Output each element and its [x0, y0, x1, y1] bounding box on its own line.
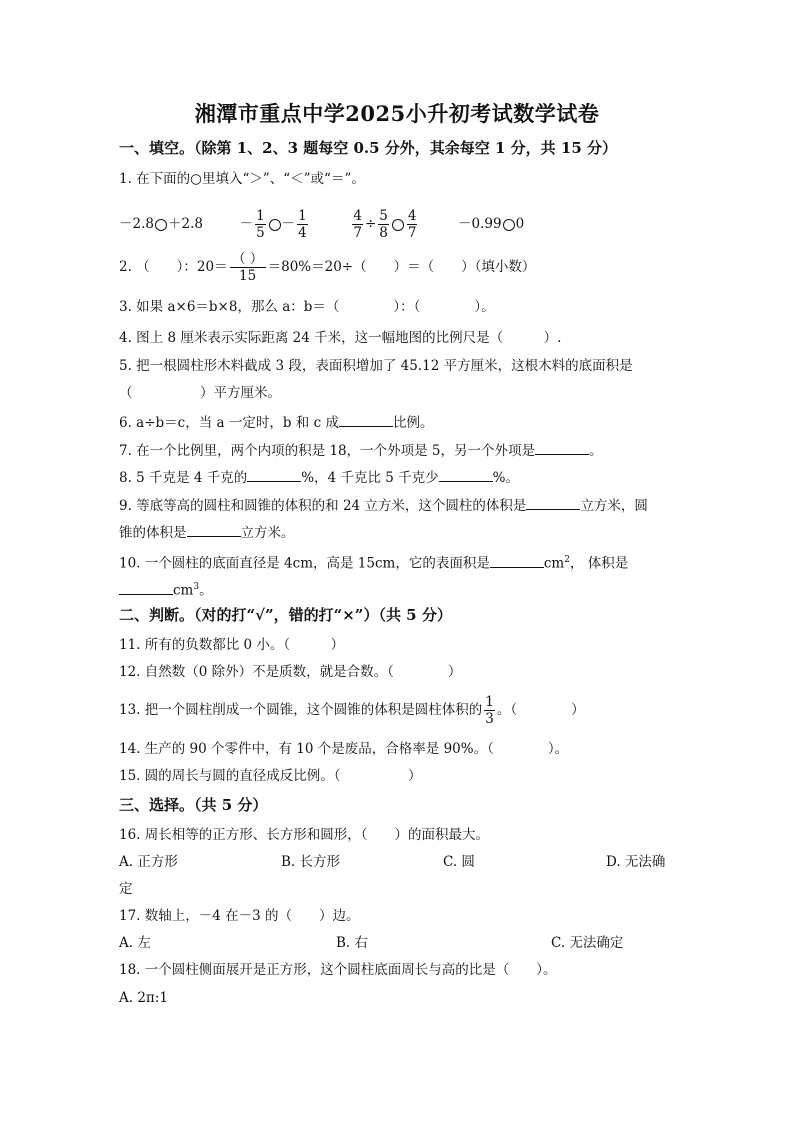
fraction: $\frac{1}{5}$ — [256, 208, 265, 241]
fraction: $\frac{1}{3}$ — [485, 694, 494, 727]
question-1-items — [119, 204, 524, 244]
fraction: $\frac{( )}{15}$ — [230, 251, 266, 284]
option-a[interactable]: A. 正方形 — [119, 854, 178, 870]
question-11: 11. 所有的负数都比 0 小。（ ） — [119, 637, 345, 653]
option-a[interactable]: A. 左 — [119, 935, 151, 951]
q1d-right: 0 — [515, 216, 525, 232]
question-3: 3. 如果 a×6＝b×8，那么 a：b＝（ ）：（ ）。 — [119, 299, 495, 315]
q13-suffix: 。（ ） — [496, 702, 585, 718]
question-10-line2 — [119, 578, 213, 600]
q2-suffix: ＝80%＝20÷（ ）＝（ ）（填小数） — [267, 259, 536, 275]
q1b-minus: － — [239, 216, 254, 232]
q8-suffix: %。 — [492, 470, 519, 486]
question-16: 16. 周长相等的正方形、长方形和圆形，（ ）的面积最大。 — [119, 827, 490, 843]
q2-prefix: 2. （ ）：20＝ — [119, 259, 228, 275]
q1b-minus-2: － — [281, 216, 296, 232]
q8-mid: %，4 千克比 5 千克少 — [301, 470, 439, 486]
section-multiple-choice-heading: 三、选择。（共 5 分） — [119, 796, 268, 814]
compare-circle[interactable] — [155, 219, 167, 231]
question-6 — [119, 413, 433, 432]
question-12: 12. 自然数（0 除外）不是质数，就是合数。（ ） — [119, 664, 462, 680]
q10-suffix: 。 — [199, 582, 213, 599]
q9-cont: 锥的体积是 — [119, 525, 187, 541]
question-17: 17. 数轴上，－4 在－3 的（ ）边。 — [119, 908, 360, 924]
fraction: $\frac{1}{4}$ — [298, 208, 307, 241]
compare-circle[interactable] — [392, 219, 404, 231]
q6-suffix: 比例。 — [392, 415, 434, 431]
divide-sign: ÷ — [364, 216, 377, 232]
q7-text: 7. 在一个比例里，两个内项的积是 18，一个外项是 5，另一个外项是 — [119, 443, 536, 459]
q1a-right: ＋2.8 — [167, 216, 203, 232]
answer-blank[interactable] — [526, 496, 580, 510]
q13-text: 13. 把一个圆柱削成一个圆锥，这个圆锥的体积是圆柱体积的 — [119, 702, 483, 718]
answer-blank[interactable] — [247, 468, 301, 482]
answer-blank[interactable] — [119, 581, 173, 595]
question-9-line2 — [119, 523, 295, 542]
question-5-line1: 5. 把一根圆柱形木料截成 3 段，表面积增加了 45.12 平方厘米，这根木料的底面积是 — [119, 358, 633, 374]
option-c[interactable]: C. 圆 — [443, 854, 475, 870]
question-15: 15. 圆的周长与圆的直径成反比例。（ ） — [119, 768, 422, 784]
answer-blank[interactable] — [439, 468, 493, 482]
option-b[interactable]: B. 右 — [336, 935, 369, 951]
question-5-line2: （ ）平方厘米。 — [119, 385, 281, 401]
option-b[interactable]: B. 长方形 — [281, 854, 341, 870]
question-9-line1 — [119, 496, 648, 515]
answer-blank[interactable] — [187, 523, 241, 537]
answer-blank[interactable] — [490, 554, 544, 568]
q10-unit-exponent-2: 3 — [193, 582, 200, 592]
q10-unit: cm — [543, 555, 565, 572]
question-4: 4. 图上 8 厘米表示实际距离 24 千米，这一幅地图的比例尺是（ ）. — [119, 330, 562, 346]
section-fill-in-heading: 一、填空。（除第 1、2、3 题每空 0.5 分外，其余每空 1 分，共 15 分） — [119, 139, 617, 157]
q1d-left: －0.99 — [458, 216, 502, 232]
q1a-left: －2.8 — [119, 216, 154, 232]
option-d[interactable]: D. 无法确 — [606, 854, 666, 870]
q9-text: 9. 等底等高的圆柱和圆锥的体积的和 24 立方米，这个圆柱的体积是 — [119, 498, 527, 514]
q10-unit-exponent: 2 — [564, 555, 570, 565]
q10-text: 10. 一个圆柱的底面直径是 4cm，高是 15cm，它的表面积是 — [119, 555, 490, 572]
q10-mid: ， 体积是 — [569, 555, 629, 572]
q7-suffix: 。 — [589, 443, 603, 459]
compare-circle[interactable] — [269, 219, 281, 231]
page-title: 湘潭市重点中学2025小升初考试数学试卷 — [194, 101, 600, 126]
answer-blank[interactable] — [339, 413, 393, 427]
option-d-continued: 定 — [119, 881, 133, 897]
question-13 — [119, 690, 585, 730]
option-c[interactable]: C. 无法确定 — [551, 935, 624, 951]
option-a[interactable]: A. 2π:1 — [119, 990, 168, 1006]
answer-blank[interactable] — [535, 441, 589, 455]
question-18: 18. 一个圆柱侧面展开是正方形，这个圆柱底面周长与高的比是（ ）。 — [119, 962, 557, 978]
q8-text: 8. 5 千克是 4 千克的 — [119, 470, 248, 486]
question-7 — [119, 441, 603, 460]
q6-text: 6. a÷b＝c，当 a 一定时，b 和 c 成 — [119, 415, 339, 431]
fraction: $\frac{4}{7}$ — [407, 208, 417, 241]
question-8 — [119, 468, 519, 487]
question-2 — [119, 247, 535, 287]
q10-unit-2: cm — [173, 582, 194, 599]
question-14: 14. 生产的 90 个零件中，有 10 个是废品，合格率是 90%。（ ）。 — [119, 741, 569, 757]
q9-mid: 立方米，圆 — [580, 498, 648, 514]
section-true-false-heading: 二、判断。（对的打“√”，错的打“×”）（共 5 分） — [119, 606, 452, 624]
q9-suffix: 立方米。 — [240, 525, 295, 541]
question-1: 1. 在下面的○里填入“＞”、“＜”或“＝”。 — [119, 171, 365, 187]
question-10-line1 — [119, 551, 628, 573]
fraction: $\frac{4}{7}$ — [353, 208, 362, 241]
fraction: $\frac{5}{8}$ — [379, 208, 388, 241]
compare-circle[interactable] — [503, 219, 515, 231]
